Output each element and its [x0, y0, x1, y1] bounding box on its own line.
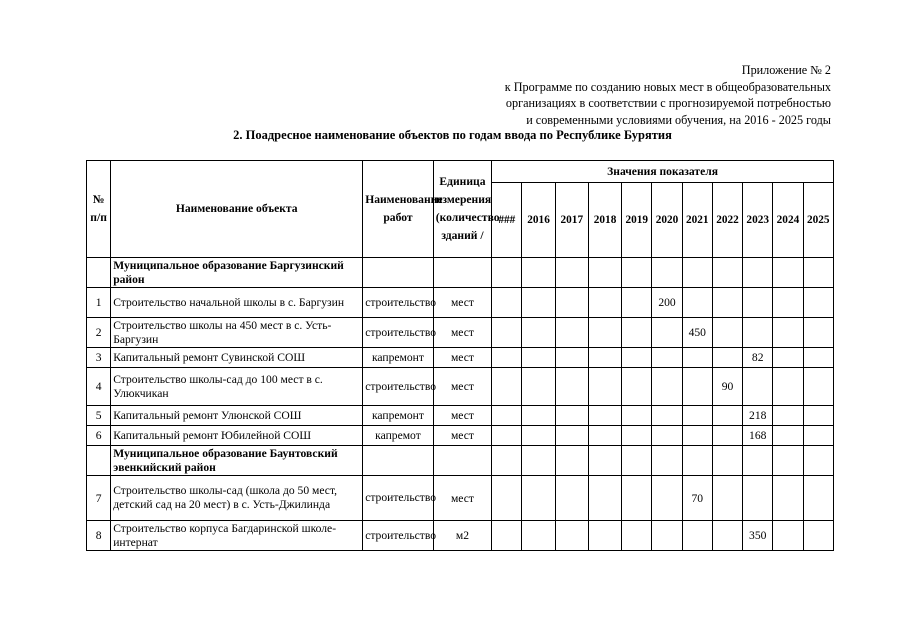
header-works: Наименование работ	[363, 161, 434, 258]
row-number: 2	[87, 318, 111, 348]
value-cell	[522, 446, 555, 476]
object-name: Строительство школы-сад (школа до 50 мест, детский сад на 20 мест) в с. Усть-Джилинда	[111, 476, 363, 521]
table-row	[87, 406, 834, 426]
row-number: 7	[87, 476, 111, 521]
value-cell	[492, 521, 522, 551]
value-cell	[773, 476, 803, 521]
table-row	[87, 288, 834, 318]
value-cell	[622, 318, 652, 348]
value-cell	[492, 258, 522, 288]
value-cell	[773, 426, 803, 446]
value-cell	[803, 258, 833, 288]
value-cell	[522, 288, 555, 318]
value-cell	[522, 426, 555, 446]
value-cell	[652, 368, 682, 406]
appendix-number: Приложение № 2	[741, 63, 831, 77]
value-cell	[555, 426, 588, 446]
value-cell	[712, 406, 742, 426]
value-cell	[682, 348, 712, 368]
value-cell	[803, 476, 833, 521]
value-cell	[712, 348, 742, 368]
value-cell	[773, 521, 803, 551]
value-cell	[622, 258, 652, 288]
work-type: строительство	[363, 521, 434, 551]
value-cell: 450	[682, 318, 712, 348]
value-cell	[492, 288, 522, 318]
value-cell	[712, 426, 742, 446]
value-cell	[492, 368, 522, 406]
header-object: Наименование объекта	[111, 161, 363, 258]
header-num: № п/п	[87, 161, 111, 258]
value-cell	[492, 446, 522, 476]
appendix-header	[505, 62, 831, 128]
value-cell	[803, 426, 833, 446]
value-cell: 218	[743, 406, 773, 426]
unit-cell	[433, 446, 491, 476]
value-cell	[652, 318, 682, 348]
object-name: Капитальный ремонт Юбилейной СОШ	[111, 426, 363, 446]
appendix-subtitle-line: организациях в соответствии с прогнозируемой потребностью	[505, 96, 831, 110]
value-cell	[712, 521, 742, 551]
row-number	[87, 446, 111, 476]
object-name: Строительство школы на 450 мест в с. Усть-Баргузин	[111, 318, 363, 348]
value-cell	[652, 446, 682, 476]
unit-cell: мест	[433, 476, 491, 521]
value-cell	[803, 521, 833, 551]
row-number: 4	[87, 368, 111, 406]
value-cell: 90	[712, 368, 742, 406]
table-row	[87, 368, 834, 406]
work-type: капремонт	[363, 348, 434, 368]
value-cell	[555, 318, 588, 348]
objects-table	[86, 160, 834, 551]
value-cell	[622, 348, 652, 368]
unit-cell: мест	[433, 406, 491, 426]
value-cell	[743, 288, 773, 318]
row-number: 3	[87, 348, 111, 368]
object-name: Капитальный ремонт Сувинской СОШ	[111, 348, 363, 368]
unit-cell: мест	[433, 348, 491, 368]
value-cell	[555, 521, 588, 551]
value-cell: 350	[743, 521, 773, 551]
table-row	[87, 521, 834, 551]
header-year: 2018	[588, 183, 621, 258]
value-cell	[588, 348, 621, 368]
object-name: Строительство корпуса Багдаринской школе-интернат	[111, 521, 363, 551]
row-number: 5	[87, 406, 111, 426]
value-cell	[492, 318, 522, 348]
value-cell	[682, 521, 712, 551]
value-cell	[588, 318, 621, 348]
value-cell	[712, 476, 742, 521]
value-cell	[622, 288, 652, 318]
value-cell: 82	[743, 348, 773, 368]
header-year: 2019	[622, 183, 652, 258]
value-cell	[588, 368, 621, 406]
object-name: Муниципальное образование Баргузинский район	[111, 258, 363, 288]
municipality-row	[87, 258, 834, 288]
value-cell	[652, 521, 682, 551]
row-number	[87, 258, 111, 288]
header-year: 2025	[803, 183, 833, 258]
value-cell	[773, 348, 803, 368]
value-cell	[555, 258, 588, 288]
value-cell	[588, 426, 621, 446]
table-row	[87, 318, 834, 348]
value-cell	[555, 288, 588, 318]
municipality-row	[87, 446, 834, 476]
work-type	[363, 258, 434, 288]
value-cell	[622, 426, 652, 446]
header-year: 2021	[682, 183, 712, 258]
value-cell	[588, 476, 621, 521]
work-type: строительство	[363, 318, 434, 348]
header-values: Значения показателя	[492, 161, 834, 183]
header-year: ###	[492, 183, 522, 258]
value-cell	[773, 446, 803, 476]
table-row	[87, 348, 834, 368]
header-year: 2022	[712, 183, 742, 258]
value-cell	[773, 406, 803, 426]
table-row	[87, 426, 834, 446]
value-cell	[492, 348, 522, 368]
value-cell	[743, 258, 773, 288]
value-cell	[522, 368, 555, 406]
row-number: 1	[87, 288, 111, 318]
value-cell	[803, 288, 833, 318]
work-type	[363, 446, 434, 476]
value-cell	[492, 406, 522, 426]
value-cell	[652, 476, 682, 521]
value-cell	[803, 318, 833, 348]
value-cell	[492, 476, 522, 521]
object-name: Муниципальное образование Баунтовский эвенкийский район	[111, 446, 363, 476]
value-cell	[555, 446, 588, 476]
header-year: 2024	[773, 183, 803, 258]
table-row	[87, 476, 834, 521]
value-cell	[803, 446, 833, 476]
header-year: 2020	[652, 183, 682, 258]
value-cell	[588, 446, 621, 476]
value-cell	[622, 476, 652, 521]
header-unit: Единица измерения (количество зданий /	[433, 161, 491, 258]
value-cell	[555, 406, 588, 426]
value-cell	[492, 426, 522, 446]
value-cell	[682, 446, 712, 476]
value-cell	[743, 368, 773, 406]
value-cell	[803, 348, 833, 368]
row-number: 8	[87, 521, 111, 551]
value-cell	[622, 521, 652, 551]
value-cell	[588, 288, 621, 318]
value-cell	[522, 318, 555, 348]
value-cell	[712, 288, 742, 318]
unit-cell: мест	[433, 368, 491, 406]
value-cell	[682, 406, 712, 426]
unit-cell: мест	[433, 426, 491, 446]
value-cell	[555, 368, 588, 406]
value-cell	[773, 368, 803, 406]
value-cell	[622, 368, 652, 406]
value-cell	[712, 318, 742, 348]
value-cell	[652, 258, 682, 288]
value-cell: 70	[682, 476, 712, 521]
value-cell	[652, 406, 682, 426]
header-year: 2016	[522, 183, 555, 258]
value-cell	[522, 476, 555, 521]
value-cell	[555, 348, 588, 368]
value-cell	[712, 446, 742, 476]
header-year: 2017	[555, 183, 588, 258]
value-cell	[588, 521, 621, 551]
value-cell	[588, 406, 621, 426]
unit-cell: мест	[433, 318, 491, 348]
value-cell	[588, 258, 621, 288]
object-name: Строительство школы-сад до 100 мест в с. Улюкчикан	[111, 368, 363, 406]
row-number: 6	[87, 426, 111, 446]
value-cell	[803, 406, 833, 426]
value-cell	[743, 446, 773, 476]
value-cell	[803, 368, 833, 406]
value-cell	[682, 368, 712, 406]
document-title: 2. Поадресное наименование объектов по годам ввода по Республике Бурятия	[233, 128, 672, 142]
value-cell	[622, 406, 652, 426]
unit-cell: мест	[433, 288, 491, 318]
value-cell	[622, 446, 652, 476]
value-cell	[522, 521, 555, 551]
value-cell	[682, 288, 712, 318]
header-year: 2023	[743, 183, 773, 258]
object-name: Капитальный ремонт Улюнской СОШ	[111, 406, 363, 426]
work-type: строительство	[363, 288, 434, 318]
value-cell: 200	[652, 288, 682, 318]
work-type: капремонт	[363, 406, 434, 426]
value-cell	[712, 258, 742, 288]
value-cell	[682, 258, 712, 288]
value-cell	[522, 258, 555, 288]
value-cell	[555, 476, 588, 521]
value-cell	[652, 348, 682, 368]
work-type: капремот	[363, 426, 434, 446]
value-cell	[522, 348, 555, 368]
value-cell	[522, 406, 555, 426]
work-type: строительство	[363, 476, 434, 521]
value-cell	[773, 258, 803, 288]
unit-cell: м2	[433, 521, 491, 551]
work-type: строительство	[363, 368, 434, 406]
appendix-subtitle-line: к Программе по созданию новых мест в общеобразовательных	[504, 79, 831, 94]
appendix-subtitle-line: и современными условиями обучения, на 2016 - 2025 годы	[526, 112, 831, 127]
value-cell: 168	[743, 426, 773, 446]
value-cell	[743, 318, 773, 348]
object-name: Строительство начальной школы в с. Баргузин	[111, 288, 363, 318]
value-cell	[773, 288, 803, 318]
value-cell	[773, 318, 803, 348]
value-cell	[743, 476, 773, 521]
unit-cell	[433, 258, 491, 288]
value-cell	[682, 426, 712, 446]
value-cell	[652, 426, 682, 446]
